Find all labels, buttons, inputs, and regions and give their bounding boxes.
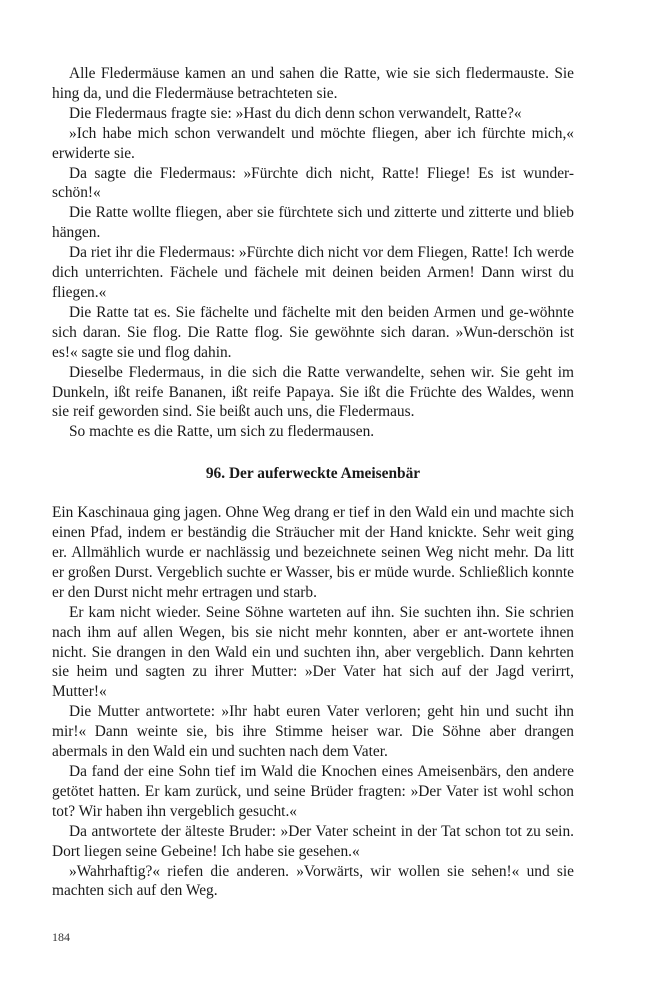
paragraph: Da riet ihr die Fledermaus: »Fürchte dich nicht vor dem Fliegen, Ratte! Ich werde dich unterrichten. Fächele und fächele mit deinen beiden Armen! Dann wirst du fliegen.« (52, 244, 574, 301)
story-continuation (52, 64, 574, 442)
paragraph: So machte es die Ratte, um sich zu fledermausen. (69, 423, 375, 441)
story-section (52, 503, 574, 901)
page-body (52, 64, 574, 901)
paragraph: Dieselbe Fledermaus, in die sich die Ratte verwandelte, sehen wir. Sie geht im Dunkeln, ißt reife Bananen, ißt reife Papaya. Sie ißt die Früchte des Waldes, wenn sie reif geworden sind. Sie beißt auch uns, die Fledermaus. (52, 363, 574, 421)
section-heading: 96. Der auferweckte Ameisenbär (205, 465, 421, 483)
paragraph: Da fand der eine Sohn tief im Wald die Knochen eines Ameisenbärs, den andere getötet hatten. Er kam zurück, und seine Brüder fragten: »Der Vater ist wohl schon tot? Wir haben ihn vergeblich gesucht.« (52, 763, 574, 820)
paragraph: Er kam nicht wieder. Seine Söhne warteten auf ihn. Sie suchten ihn. Sie schrien nach ihm auf allen Wegen, bis sie nicht mehr konnten, aber er ant-wortete ihnen nicht. Sie drangen in den Wald ein und suchten ihn, aber vergeblich. Dann kehrten sie heim und sagten zu ihrer Mutter: »Der Vater hat sich auf der Jagd verirrt, Mutter!« (52, 603, 574, 701)
paragraph: »Ich habe mich schon verwandelt und möchte fliegen, aber ich fürchte mich,« erwiderte sie. (52, 124, 574, 162)
paragraph: Die Fledermaus fragte sie: »Hast du dich denn schon verwandelt, Ratte?« (69, 104, 522, 122)
paragraph: Alle Fledermäuse kamen an und sahen die Ratte, wie sie sich fledermauste. Sie hing da, und die Fledermäuse betrachteten sie. (52, 65, 574, 102)
paragraph: »Wahrhaftig?« riefen die anderen. »Vorwärts, wir wollen sie sehen!« und sie machten sich auf den Weg. (52, 862, 574, 900)
paragraph: Da antwortete der älteste Bruder: »Der Vater scheint in der Tat schon tot zu sein. Dort liegen seine Gebeine! Ich habe sie gesehen.« (52, 822, 574, 860)
paragraph: Da sagte die Fledermaus: »Fürchte dich nicht, Ratte! Fliege! Es ist wunder-schön!« (52, 164, 574, 202)
paragraph: Die Ratte wollte fliegen, aber sie fürchtete sich und zitterte und zitterte und blieb hängen. (52, 204, 574, 242)
paragraph: Die Mutter antwortete: »Ihr habt euren Vater verloren; geht hin und sucht ihn mir!« Dann weinte sie, bis ihre Stimme heiser war. Die Söhne aber drangen abermals in den Wald ein und suchten nach dem Vater. (52, 703, 574, 761)
paragraph: Ein Kaschinaua ging jagen. Ohne Weg drang er tief in den Wald ein und machte sich einen Pfad, indem er beständig die Sträucher mit der Hand knickte. Sehr weit ging er. Allmählich wurde er nachlässig und bezeichnete seinen Weg nicht mehr. Da litt er großen Durst. Vergeblich suchte er Wasser, bis er müde wurde. Schließlich konnte er den Durst nicht mehr ertragen und starb. (52, 504, 574, 601)
page-number: 184 (52, 930, 70, 944)
paragraph: Die Ratte tat es. Sie fächelte und fächelte mit den beiden Armen und ge-wöhnte sich daran. Sie flog. Die Ratte flog. Sie gewöhnte sich daran. »Wun-derschön ist es!« sagte sie und flog dahin. (52, 303, 574, 361)
